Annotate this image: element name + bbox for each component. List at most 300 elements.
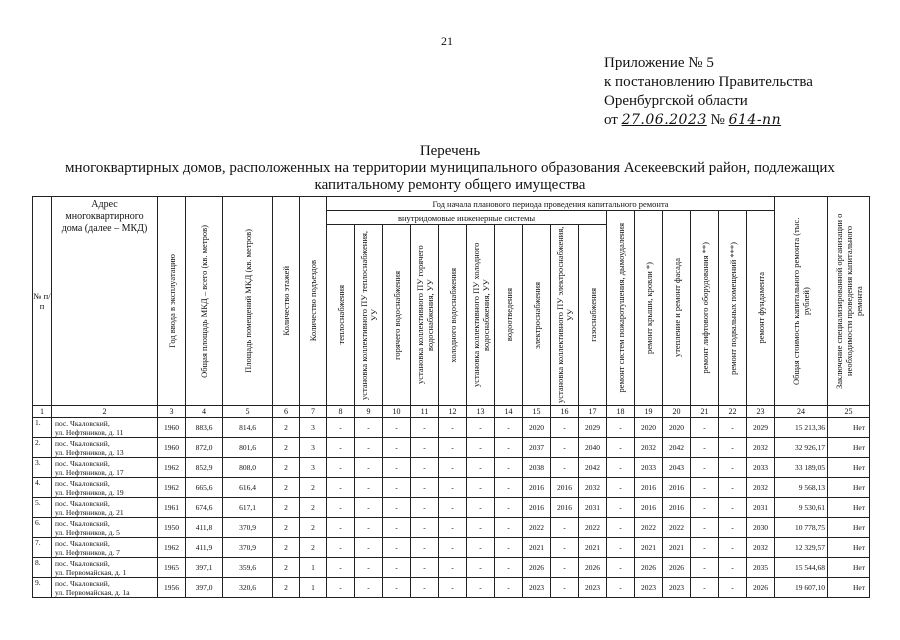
header-cold-water-meter: установка коллективного ПУ холодного водоснабжения, УУ <box>467 225 495 406</box>
appendix-block <box>604 54 813 130</box>
value-cell: 2042 <box>663 438 691 458</box>
value-cell: - <box>691 538 719 558</box>
value-cell: 2020 <box>523 418 551 438</box>
value-cell: 3 <box>300 418 327 438</box>
row-number: 1. <box>33 418 52 438</box>
value-cell: - <box>383 558 411 578</box>
value-cell: - <box>383 478 411 498</box>
value-cell: - <box>719 518 747 538</box>
address-line-2: ул. Нефтяников, д. 7 <box>55 547 120 557</box>
conclusion-cell: Нет <box>828 478 870 498</box>
cost-cell: 9 530,61 <box>775 498 828 518</box>
conclusion-cell: Нет <box>828 498 870 518</box>
value-cell: - <box>327 498 355 518</box>
appendix-line-1: Приложение № 5 <box>604 55 714 71</box>
value-cell: 2 <box>273 438 300 458</box>
cost-cell: 32 926,17 <box>775 438 828 458</box>
cost-cell: 10 778,75 <box>775 518 828 538</box>
header-heat: теплоснабжения <box>327 225 355 406</box>
document-title <box>0 143 900 194</box>
value-cell: 814,6 <box>223 418 273 438</box>
value-cell: 1960 <box>158 418 186 438</box>
value-cell: - <box>411 458 439 478</box>
address-line-2: ул. Нефтяников, д. 21 <box>55 507 124 517</box>
header-heat-meter: установка коллективного ПУ теплоснабжения, УУ <box>355 225 383 406</box>
value-cell: 2026 <box>747 578 775 598</box>
value-cell: 2038 <box>523 458 551 478</box>
value-cell: - <box>439 518 467 538</box>
value-cell: - <box>439 498 467 518</box>
value-cell: 2029 <box>579 418 607 438</box>
address-cell <box>52 418 158 438</box>
value-cell: 1960 <box>158 438 186 458</box>
value-cell: - <box>355 458 383 478</box>
title-line-2: многоквартирных домов, расположенных на территории муниципального образования Асекеевский район, подлежащих <box>65 160 835 176</box>
header-cold-water: холодного водоснабжения <box>439 225 467 406</box>
value-cell: - <box>551 458 579 478</box>
appendix-line-3: Оренбургской области <box>604 93 748 109</box>
column-number: 22 <box>719 406 747 418</box>
value-cell: - <box>411 558 439 578</box>
value-cell: 1965 <box>158 558 186 578</box>
value-cell: - <box>327 538 355 558</box>
value-cell: 2022 <box>663 518 691 538</box>
column-number: 2 <box>52 406 158 418</box>
value-cell: - <box>355 558 383 578</box>
value-cell: - <box>607 578 635 598</box>
value-cell: - <box>355 478 383 498</box>
value-cell: 2016 <box>663 498 691 518</box>
address-line-2: ул. Нефтяников, д. 13 <box>55 447 124 457</box>
value-cell: 1 <box>300 578 327 598</box>
value-cell: 2021 <box>579 538 607 558</box>
value-cell: - <box>607 478 635 498</box>
address-cell <box>52 558 158 578</box>
value-cell: 2026 <box>635 558 663 578</box>
value-cell: 2016 <box>523 498 551 518</box>
value-cell: - <box>495 438 523 458</box>
value-cell: - <box>719 558 747 578</box>
value-cell: 2032 <box>579 478 607 498</box>
value-cell: - <box>439 558 467 578</box>
value-cell: 2016 <box>523 478 551 498</box>
value-cell: 2021 <box>635 538 663 558</box>
value-cell: - <box>439 438 467 458</box>
address-line-2: ул. Нефтяников, д. 11 <box>55 427 124 437</box>
table-row <box>33 518 870 538</box>
address-line-1: пос. Чкаловский, <box>55 538 110 548</box>
value-cell: - <box>383 458 411 478</box>
column-number-row <box>33 406 870 418</box>
value-cell: 2 <box>273 558 300 578</box>
column-number: 12 <box>439 406 467 418</box>
address-line-2: ул. Первомайская, д. 1а <box>55 587 130 597</box>
address-line-1: пос. Чкаловский, <box>55 578 110 588</box>
value-cell: - <box>327 578 355 598</box>
header-fire: ремонт систем пожаротушения, дымоудаления <box>607 211 635 406</box>
header-cost: Общая стоимость капитального ремонта (тыс. рублей) <box>775 197 828 406</box>
cost-cell: 19 607,10 <box>775 578 828 598</box>
value-cell: 2033 <box>635 458 663 478</box>
address-line-2: ул. Нефтяников, д. 5 <box>55 527 120 537</box>
header-foundation: ремонт фундамента <box>747 211 775 406</box>
header-gas: газоснабжения <box>579 225 607 406</box>
value-cell: 2033 <box>747 458 775 478</box>
value-cell: - <box>327 558 355 578</box>
column-number: 19 <box>635 406 663 418</box>
column-number: 20 <box>663 406 691 418</box>
value-cell: 872,0 <box>186 438 223 458</box>
value-cell: 2023 <box>579 578 607 598</box>
table-row <box>33 498 870 518</box>
value-cell: - <box>467 538 495 558</box>
cost-cell: 33 189,05 <box>775 458 828 478</box>
title-line-1: Перечень <box>419 143 481 159</box>
value-cell: 3 <box>300 438 327 458</box>
value-cell: - <box>691 478 719 498</box>
value-cell: - <box>411 418 439 438</box>
column-number: 11 <box>411 406 439 418</box>
header-address: Адрес многоквартирного дома (далее – МКД) <box>52 197 158 406</box>
header-sewer: водоотведения <box>495 225 523 406</box>
value-cell: 2022 <box>579 518 607 538</box>
value-cell: - <box>355 498 383 518</box>
value-cell: - <box>327 518 355 538</box>
value-cell: - <box>607 558 635 578</box>
conclusion-cell: Нет <box>828 558 870 578</box>
title-line-3: капитальному ремонту общего имущества <box>314 177 586 193</box>
value-cell: 2032 <box>747 438 775 458</box>
value-cell: 1962 <box>158 538 186 558</box>
value-cell: - <box>495 518 523 538</box>
value-cell: 2040 <box>579 438 607 458</box>
date-prefix: от <box>604 112 618 128</box>
value-cell: 2 <box>300 478 327 498</box>
value-cell: - <box>411 498 439 518</box>
column-number: 15 <box>523 406 551 418</box>
column-number: 14 <box>495 406 523 418</box>
value-cell: - <box>411 578 439 598</box>
value-cell: 2030 <box>747 518 775 538</box>
value-cell: - <box>495 578 523 598</box>
value-cell: 2 <box>300 538 327 558</box>
value-cell: - <box>411 538 439 558</box>
header-year: Год ввода в эксплуатацию <box>158 197 186 406</box>
value-cell: - <box>691 518 719 538</box>
value-cell: 2022 <box>635 518 663 538</box>
value-cell: - <box>327 438 355 458</box>
value-cell: 2032 <box>747 478 775 498</box>
value-cell: 2 <box>273 538 300 558</box>
value-cell: 616,4 <box>223 478 273 498</box>
value-cell: - <box>691 498 719 518</box>
cost-cell: 15 544,68 <box>775 558 828 578</box>
header-facade: утепление и ремонт фасада <box>663 211 691 406</box>
value-cell: - <box>607 418 635 438</box>
value-cell: 2 <box>273 458 300 478</box>
column-number: 23 <box>747 406 775 418</box>
value-cell: 2037 <box>523 438 551 458</box>
address-line-2: ул. Первомайская, д. 1 <box>55 567 127 577</box>
value-cell: - <box>607 518 635 538</box>
value-cell: 2 <box>300 518 327 538</box>
value-cell: 1950 <box>158 518 186 538</box>
value-cell: 2021 <box>523 538 551 558</box>
table-row <box>33 538 870 558</box>
header-hot-water-meter: установка коллективного ПУ горячего водоснабжения, УУ <box>411 225 439 406</box>
value-cell: 370,9 <box>223 538 273 558</box>
value-cell: 1 <box>300 558 327 578</box>
appendix-line-2: к постановлению Правительства <box>604 74 813 90</box>
column-number: 21 <box>691 406 719 418</box>
header-floors: Количество этажей <box>273 197 300 406</box>
value-cell: 397,0 <box>186 578 223 598</box>
value-cell: - <box>691 458 719 478</box>
value-cell: 2016 <box>663 478 691 498</box>
table-row <box>33 478 870 498</box>
value-cell: 2032 <box>747 538 775 558</box>
value-cell: 2016 <box>551 478 579 498</box>
column-number: 16 <box>551 406 579 418</box>
column-number: 17 <box>579 406 607 418</box>
value-cell: - <box>495 498 523 518</box>
header-area-total: Общая площадь МКД – всего (кв. метров) <box>186 197 223 406</box>
value-cell: 1961 <box>158 498 186 518</box>
value-cell: - <box>355 518 383 538</box>
row-number: 3. <box>33 458 52 478</box>
handwritten-number: 614-пп <box>728 112 782 128</box>
header-internal-systems: внутридомовые инженерные системы <box>327 211 607 225</box>
value-cell: 2026 <box>579 558 607 578</box>
value-cell: 359,6 <box>223 558 273 578</box>
address-line-1: пос. Чкаловский, <box>55 558 110 568</box>
value-cell: - <box>607 458 635 478</box>
value-cell: - <box>355 418 383 438</box>
value-cell: 411,9 <box>186 538 223 558</box>
value-cell: - <box>467 578 495 598</box>
address-line-1: пос. Чкаловский, <box>55 498 110 508</box>
value-cell: - <box>691 578 719 598</box>
value-cell: - <box>439 458 467 478</box>
value-cell: 2016 <box>551 498 579 518</box>
value-cell: - <box>607 538 635 558</box>
conclusion-cell: Нет <box>828 418 870 438</box>
value-cell: 2 <box>273 518 300 538</box>
cost-cell: 15 213,36 <box>775 418 828 438</box>
value-cell: 320,6 <box>223 578 273 598</box>
value-cell: - <box>551 418 579 438</box>
column-number: 4 <box>186 406 223 418</box>
houses-table <box>32 196 870 598</box>
value-cell: - <box>411 518 439 538</box>
value-cell: 370,9 <box>223 518 273 538</box>
cost-cell: 12 329,57 <box>775 538 828 558</box>
value-cell: 2023 <box>523 578 551 598</box>
row-number: 9. <box>33 578 52 598</box>
address-cell <box>52 438 158 458</box>
value-cell: - <box>691 418 719 438</box>
value-cell: - <box>411 478 439 498</box>
column-number: 8 <box>327 406 355 418</box>
value-cell: - <box>327 418 355 438</box>
value-cell: 2020 <box>635 418 663 438</box>
value-cell: 411,8 <box>186 518 223 538</box>
address-cell <box>52 518 158 538</box>
value-cell: - <box>355 538 383 558</box>
value-cell: - <box>439 538 467 558</box>
value-cell: - <box>551 578 579 598</box>
address-cell <box>52 578 158 598</box>
conclusion-cell: Нет <box>828 458 870 478</box>
value-cell: 2029 <box>747 418 775 438</box>
number-prefix: № <box>710 112 725 128</box>
row-number: 8. <box>33 558 52 578</box>
appendix-date-line <box>604 111 813 130</box>
row-number: 4. <box>33 478 52 498</box>
value-cell: 2016 <box>635 478 663 498</box>
header-basement: ремонт подвальных помещений ***) <box>719 211 747 406</box>
table-row <box>33 458 870 478</box>
page-number: 21 <box>441 34 453 48</box>
value-cell: - <box>439 418 467 438</box>
column-number: 24 <box>775 406 828 418</box>
value-cell: - <box>719 458 747 478</box>
value-cell: 397,1 <box>186 558 223 578</box>
value-cell: - <box>411 438 439 458</box>
address-line-1: пос. Чкаловский, <box>55 458 110 468</box>
value-cell: - <box>383 518 411 538</box>
value-cell: - <box>495 538 523 558</box>
table-row <box>33 418 870 438</box>
value-cell: - <box>355 578 383 598</box>
value-cell: - <box>551 558 579 578</box>
column-number: 7 <box>300 406 327 418</box>
value-cell: - <box>719 578 747 598</box>
value-cell: 2023 <box>663 578 691 598</box>
table-body <box>33 418 870 598</box>
value-cell: 2016 <box>635 498 663 518</box>
value-cell: 2020 <box>663 418 691 438</box>
value-cell: - <box>691 438 719 458</box>
value-cell: 852,9 <box>186 458 223 478</box>
column-number: 6 <box>273 406 300 418</box>
value-cell: - <box>383 578 411 598</box>
conclusion-cell: Нет <box>828 578 870 598</box>
header-electric-meter: установка коллективного ПУ электроснабжения, УУ <box>551 225 579 406</box>
value-cell: 2031 <box>747 498 775 518</box>
value-cell: 2 <box>273 498 300 518</box>
value-cell: 2 <box>273 578 300 598</box>
value-cell: - <box>495 418 523 438</box>
value-cell: 2022 <box>523 518 551 538</box>
value-cell: - <box>607 498 635 518</box>
value-cell: - <box>439 478 467 498</box>
conclusion-cell: Нет <box>828 518 870 538</box>
value-cell: 2 <box>273 418 300 438</box>
value-cell: - <box>719 498 747 518</box>
value-cell: - <box>551 538 579 558</box>
value-cell: 2 <box>300 498 327 518</box>
address-line-1: пос. Чкаловский, <box>55 438 110 448</box>
header-electric: электроснабжения <box>523 225 551 406</box>
value-cell: 2026 <box>523 558 551 578</box>
conclusion-cell: Нет <box>828 538 870 558</box>
header-area-premises: Площадь помещений МКД (кв. метров) <box>223 197 273 406</box>
value-cell: - <box>467 458 495 478</box>
cost-cell: 9 568,13 <box>775 478 828 498</box>
column-number: 18 <box>607 406 635 418</box>
address-line-1: пос. Чкаловский, <box>55 418 110 428</box>
value-cell: 801,6 <box>223 438 273 458</box>
address-cell <box>52 498 158 518</box>
column-number: 13 <box>467 406 495 418</box>
row-number: 7. <box>33 538 52 558</box>
value-cell: - <box>383 418 411 438</box>
address-line-2: ул. Нефтяников, д. 19 <box>55 487 124 497</box>
header-hot-water: горячего водоснабжения <box>383 225 411 406</box>
value-cell: 2 <box>273 478 300 498</box>
value-cell: - <box>327 458 355 478</box>
value-cell: 1962 <box>158 458 186 478</box>
value-cell: 2026 <box>663 558 691 578</box>
value-cell: 2035 <box>747 558 775 578</box>
header-entrances: Количество подъездов <box>300 197 327 406</box>
address-line-1: пос. Чкаловский, <box>55 518 110 528</box>
value-cell: - <box>551 438 579 458</box>
value-cell: - <box>691 558 719 578</box>
value-cell: - <box>383 438 411 458</box>
table-row <box>33 438 870 458</box>
value-cell: 2042 <box>579 458 607 478</box>
value-cell: 617,1 <box>223 498 273 518</box>
value-cell: 674,6 <box>186 498 223 518</box>
header-roof: ремонт крыши, кровли *) <box>635 211 663 406</box>
handwritten-date: 27.06.2023 <box>621 112 707 128</box>
value-cell: 2032 <box>635 438 663 458</box>
value-cell: 2031 <box>579 498 607 518</box>
column-number: 25 <box>828 406 870 418</box>
header-lift: ремонт лифтового оборудования **) <box>691 211 719 406</box>
value-cell: - <box>383 498 411 518</box>
value-cell: 1962 <box>158 478 186 498</box>
column-number: 1 <box>33 406 52 418</box>
value-cell: - <box>607 438 635 458</box>
value-cell: - <box>719 478 747 498</box>
value-cell: - <box>327 478 355 498</box>
row-number: 5. <box>33 498 52 518</box>
value-cell: - <box>719 438 747 458</box>
value-cell: 665,6 <box>186 478 223 498</box>
column-number: 5 <box>223 406 273 418</box>
value-cell: - <box>383 538 411 558</box>
value-cell: 883,6 <box>186 418 223 438</box>
value-cell: - <box>467 418 495 438</box>
header-period: Год начала планового периода проведения капитального ремонта <box>327 197 775 211</box>
value-cell: - <box>719 538 747 558</box>
column-number: 9 <box>355 406 383 418</box>
value-cell: - <box>467 438 495 458</box>
value-cell: - <box>719 418 747 438</box>
row-number: 6. <box>33 518 52 538</box>
value-cell: - <box>467 498 495 518</box>
column-number: 3 <box>158 406 186 418</box>
value-cell: - <box>551 518 579 538</box>
value-cell: 3 <box>300 458 327 478</box>
address-cell <box>52 458 158 478</box>
table-row <box>33 558 870 578</box>
value-cell: 2043 <box>663 458 691 478</box>
value-cell: - <box>495 458 523 478</box>
